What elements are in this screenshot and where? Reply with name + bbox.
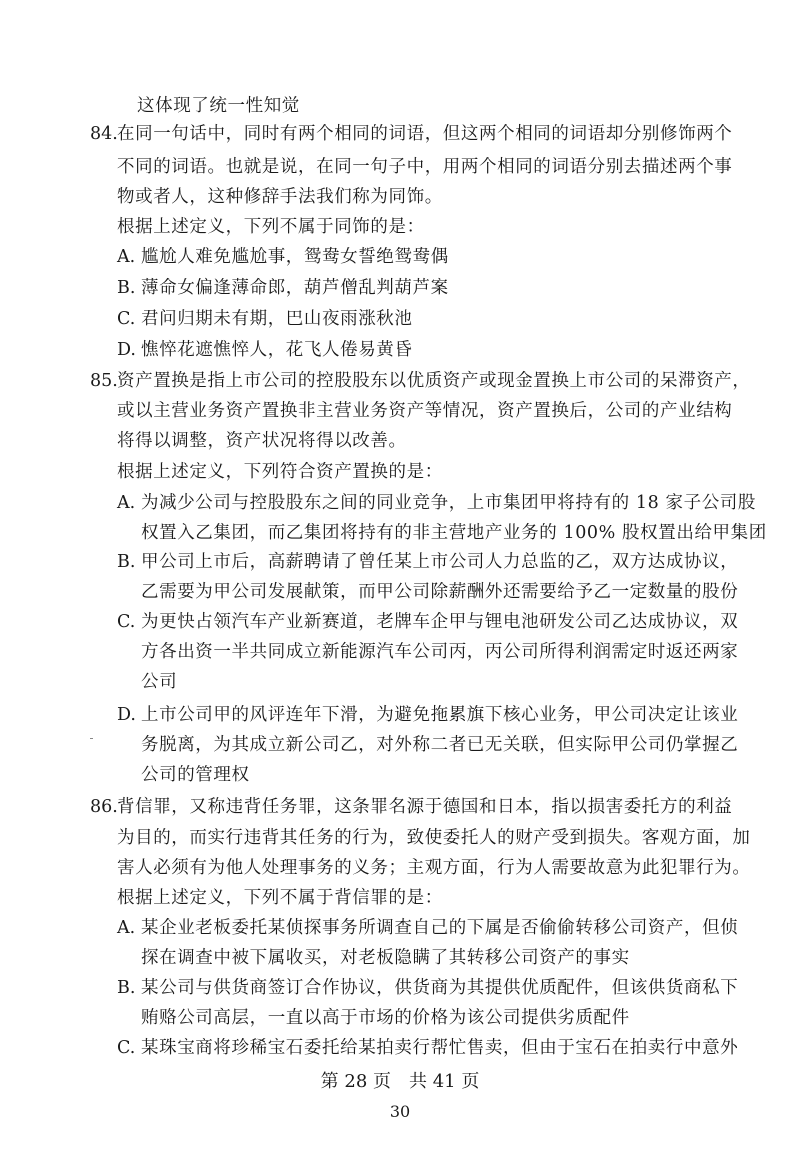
- q86-option-letter: C.: [117, 1038, 136, 1058]
- q85-option-text: 乙需要为甲公司发展献策，而甲公司除薪酬外还需要给予乙一定数量的股份: [141, 582, 739, 602]
- q84-question-prompt: 根据上述定义，下列不属于同饰的是：: [117, 217, 425, 237]
- q84-stem-line: 在同一句话中，同时有两个相同的词语，但这两个相同的词语却分别修饰两个: [117, 124, 733, 144]
- q85-stem-line: 资产置换是指上市公司的控股股东以优质资产或现金置换上市公司的呆滞资产，: [117, 371, 751, 391]
- question-number-86: 86.: [90, 797, 118, 817]
- q86-option-letter: A.: [117, 918, 136, 938]
- q84-option-letter: C.: [117, 309, 136, 329]
- q86-option-letter: B.: [117, 978, 136, 998]
- q86-option-text: 某企业老板委托某侦探事务所调查自己的下属是否偷偷转移公司资产，但侦: [141, 918, 739, 938]
- page-number: 30: [389, 1102, 411, 1121]
- q85-option-letter: B.: [117, 552, 136, 572]
- q85-option-text: 甲公司上市后，高薪聘请了曾任某上市公司人力总监的乙，双方达成协议，: [141, 552, 739, 572]
- q86-option-text: 某珠宝商将珍稀宝石委托给某拍卖行帮忙售卖，但由于宝石在拍卖行中意外: [141, 1038, 739, 1058]
- q84-option-letter: D.: [117, 340, 136, 360]
- q85-option-text: 为减少公司与控股股东之间的同业竞争，上市集团甲将持有的 18 家子公司股: [141, 493, 756, 513]
- q85-option-letter: A.: [117, 493, 136, 513]
- margin-mark: [90, 738, 93, 739]
- q85-option-letter: C.: [117, 612, 136, 632]
- q86-option-text: 贿赂公司高层，一直以高于市场的价格为该公司提供劣质配件: [141, 1008, 630, 1028]
- q86-option-text: 探在调查中被下属收买，对老板隐瞒了其转移公司资产的事实: [141, 948, 630, 968]
- q85-option-text: 为更快占领汽车产业新赛道，老牌车企甲与锂电池研发公司乙达成协议，双: [141, 612, 739, 632]
- q86-option-text: 某公司与供货商签订合作协议，供货商为其提供优质配件，但该供货商私下: [141, 978, 739, 998]
- q85-option-letter: D.: [117, 705, 136, 725]
- q84-option-letter: A.: [117, 247, 136, 267]
- q85-option-text: 方各出资一半共同成立新能源汽车公司丙，丙公司所得利润需定时返还两家: [141, 642, 739, 662]
- q84-stem-line: 物或者人，这种修辞手法我们称为同饰。: [117, 187, 443, 207]
- q85-option-text: 权置入乙集团，而乙集团将持有的非主营地产业务的 100% 股权置出给甲集团: [141, 523, 767, 543]
- q86-question-prompt: 根据上述定义，下列不属于背信罪的是：: [117, 888, 443, 908]
- q85-option-text: 公司: [141, 672, 178, 692]
- q84-stem-line: 不同的词语。也就是说，在同一句子中，用两个相同的词语分别去描述两个事: [117, 157, 733, 177]
- q84-option-text: 薄命女偏逢薄命郎，葫芦僧乱判葫芦案: [141, 278, 449, 298]
- question-number-84: 84.: [90, 124, 118, 144]
- q85-option-text: 上市公司甲的风评连年下滑，为避免拖累旗下核心业务，甲公司决定让该业: [141, 705, 739, 725]
- q84-option-text: 尴尬人难免尴尬事，鸳鸯女誓绝鸳鸯偶: [141, 247, 449, 267]
- q86-stem-line: 害人必须有为他人处理事务的义务；主观方面，行为人需要故意为此犯罪行为。: [117, 858, 751, 878]
- continuation-text: 这体现了统一性知觉: [137, 96, 300, 116]
- q84-option-letter: B.: [117, 278, 136, 298]
- q85-option-text: 务脱离，为其成立新公司乙，对外称二者已无关联，但实际甲公司仍掌握乙: [141, 735, 739, 755]
- q85-stem-line: 或以主营业务资产置换非主营业务资产等情况，资产置换后，公司的产业结构: [117, 401, 733, 421]
- q85-option-text: 公司的管理权: [141, 765, 250, 785]
- q85-question-prompt: 根据上述定义，下列符合资产置换的是：: [117, 462, 443, 482]
- q85-stem-line: 将得以调整，资产状况将得以改善。: [117, 431, 407, 451]
- page-footer-label: 第 28 页 共 41 页: [320, 1071, 480, 1092]
- question-number-85: 85.: [90, 371, 118, 391]
- q84-option-text: 君问归期未有期，巴山夜雨涨秋池: [141, 309, 413, 329]
- q86-stem-line: 为目的，而实行违背其任务的行为，致使委托人的财产受到损失。客观方面，加: [117, 828, 751, 848]
- q86-stem-line: 背信罪，又称违背任务罪，这条罪名源于德国和日本，指以损害委托方的利益: [117, 797, 733, 817]
- q84-option-text: 憔悴花遮憔悴人，花飞人倦易黄昏: [141, 340, 413, 360]
